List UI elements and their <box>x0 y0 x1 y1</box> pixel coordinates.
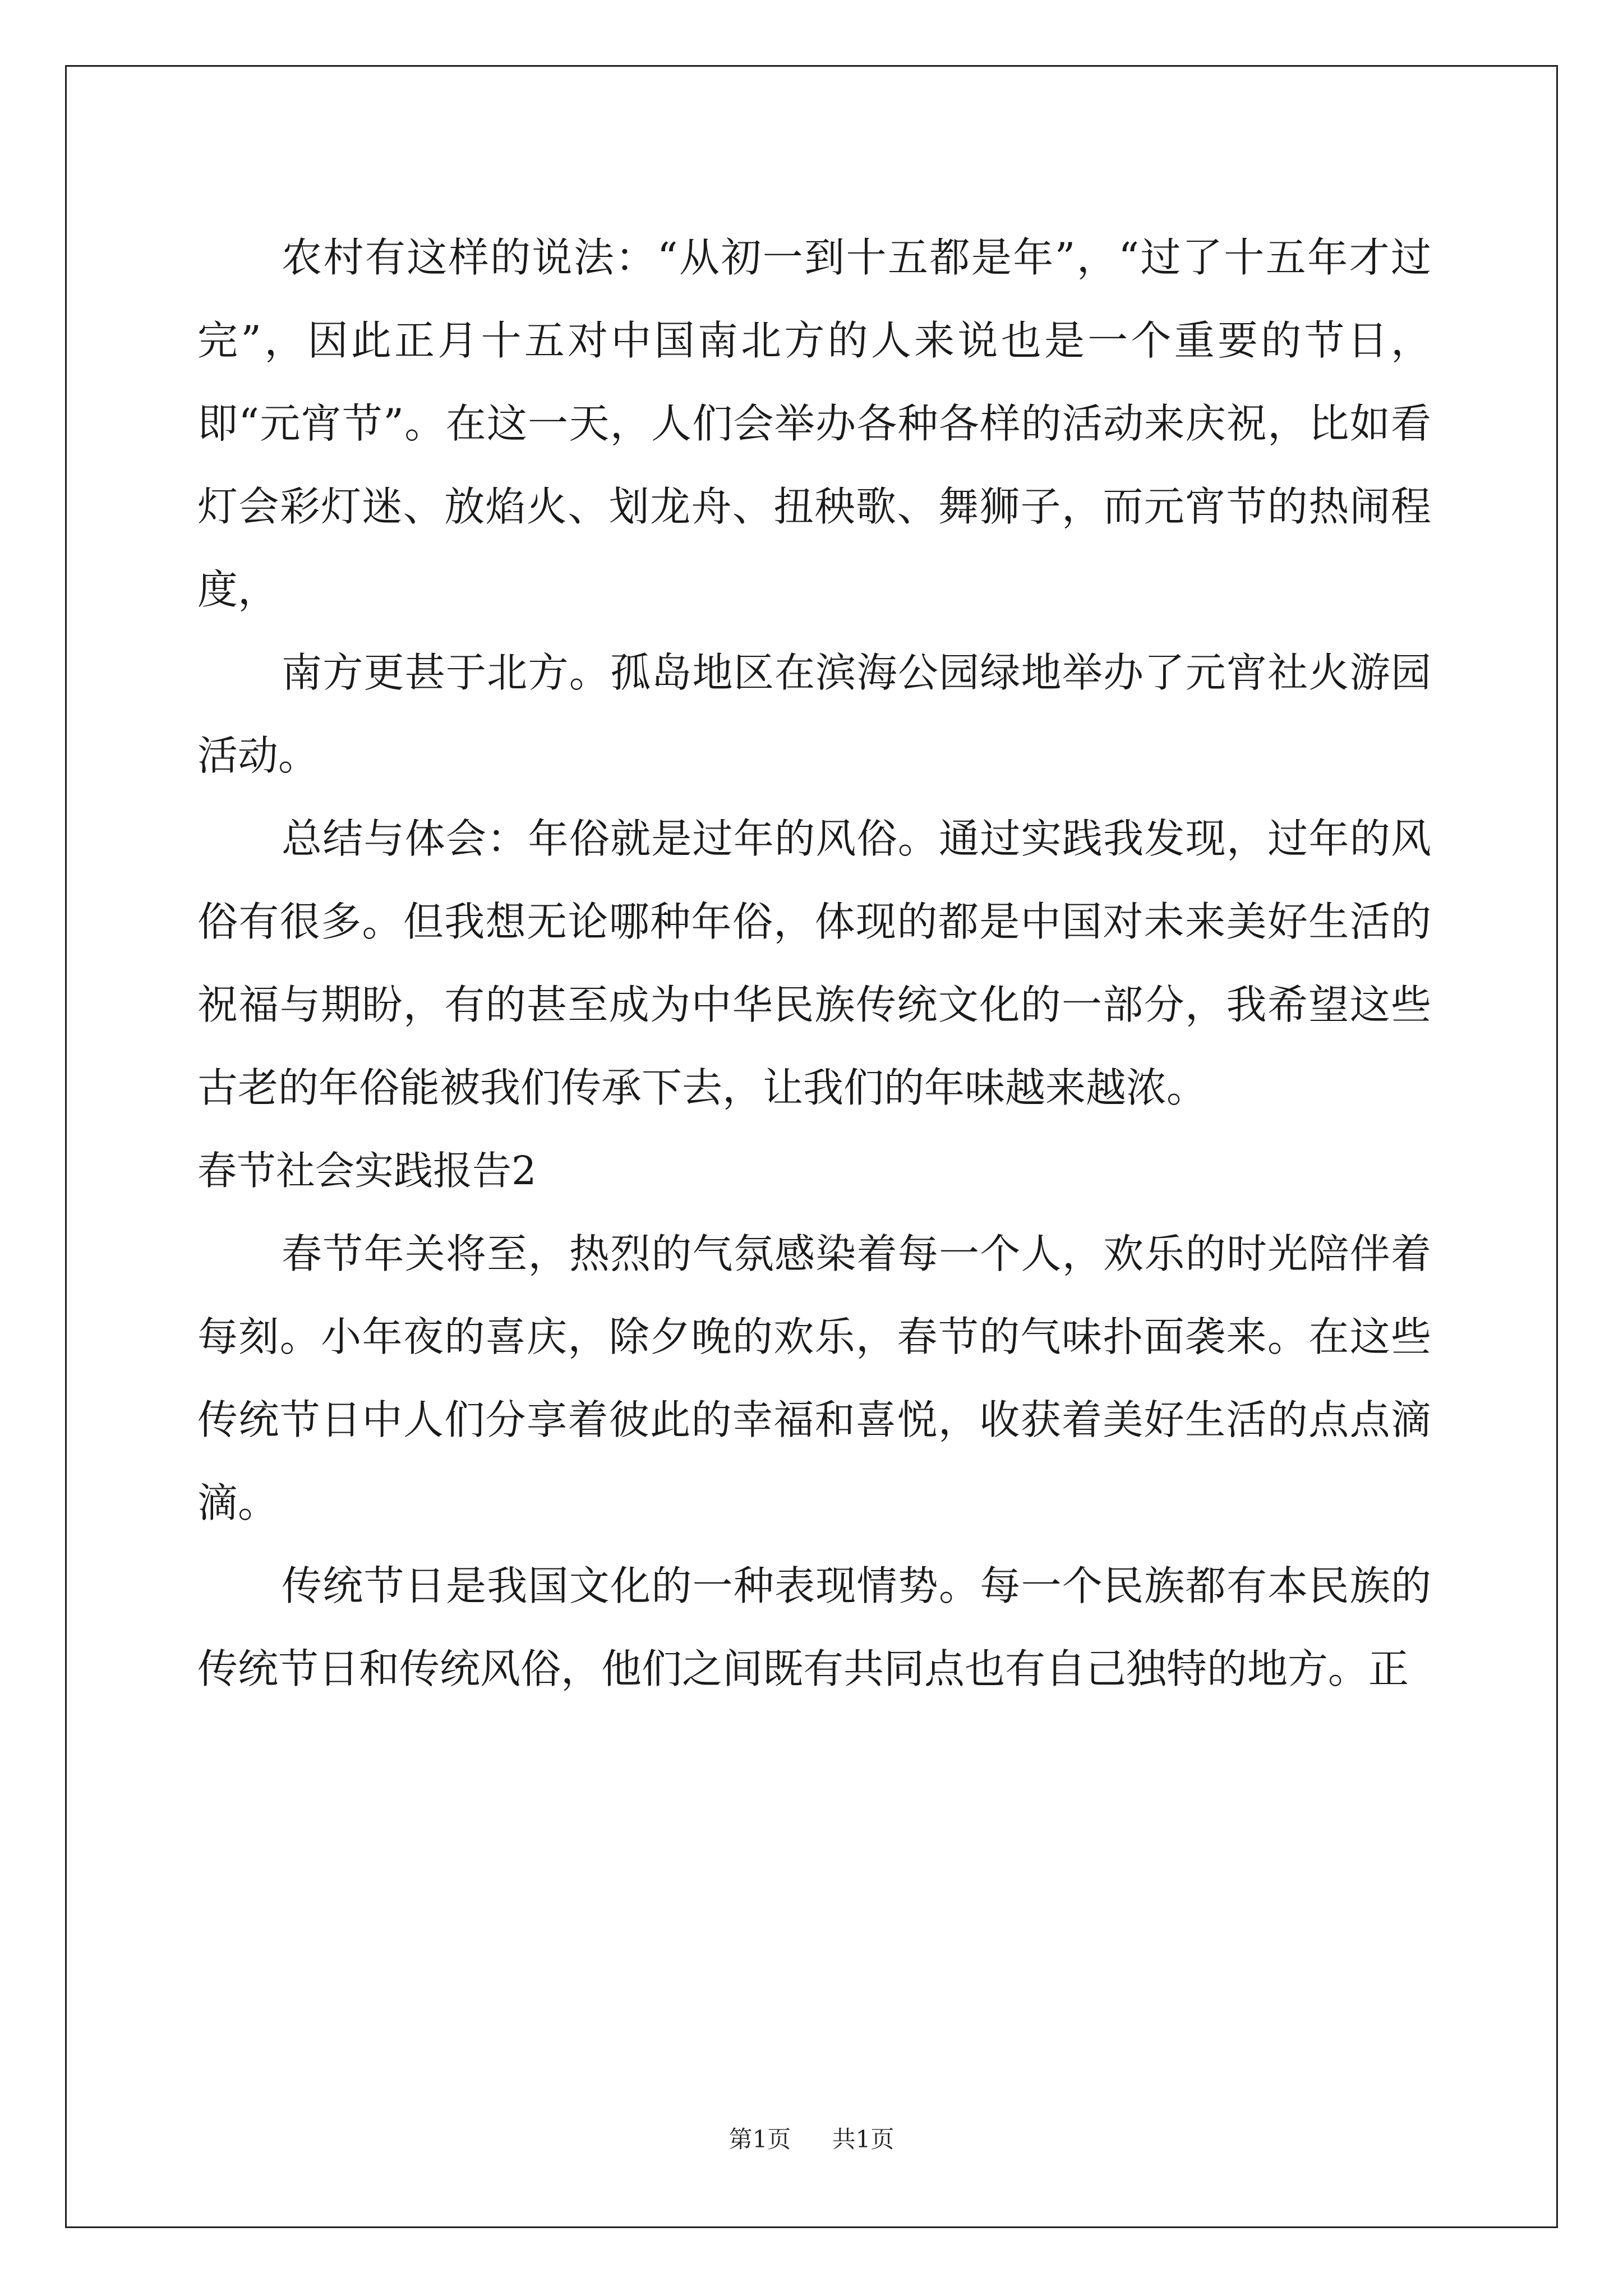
page-number: 第1页 <box>728 2125 791 2153</box>
paragraph-south-north: 南方更甚于北方。孤岛地区在滨海公园绿地举办了元宵社火游园活动。 <box>197 649 1431 779</box>
section-heading: 春节社会实践报告2 <box>197 1148 537 1194</box>
page-footer <box>0 2123 1623 2156</box>
document-body <box>197 216 1431 1710</box>
paragraph-yuanxiao: 农村有这样的说法：“从初一到十五都是年”，“过了十五年才过完”，因此正月十五对中国南北方的人来说也是一个重要的节日，即“元宵节”。在这一天，人们会举办各种各样的活动来庆祝，比如看灯会彩灯迷、放焰火、划龙舟、扭秧歌、舞狮子，而元宵节的热闹程度， <box>197 234 1431 613</box>
paragraph-traditional-festivals: 传统节日是我国文化的一种表现情势。每一个民族都有本民族的传统节日和传统风俗，他们之间既有共同点也有自己独特的地方。正 <box>197 1562 1431 1692</box>
paragraph-spring-festival: 春节年关将至，热烈的气氛感染着每一个人，欢乐的时光陪伴着每刻。小年夜的喜庆，除夕晚的欢乐，春节的气味扑面袭来。在这些传统节日中人们分享着彼此的幸福和喜悦，收获着美好生活的点点滴滴。 <box>197 1230 1431 1526</box>
paragraph-summary: 总结与体会：年俗就是过年的风俗。通过实践我发现，过年的风俗有很多。但我想无论哪种年俗，体现的都是中国对未来美好生活的祝福与期盼，有的甚至成为中华民族传统文化的一部分，我希望这些古老的年俗能被我们传承下去，让我们的年味越来越浓。 <box>197 815 1431 1111</box>
page-total: 共1页 <box>832 2125 895 2153</box>
